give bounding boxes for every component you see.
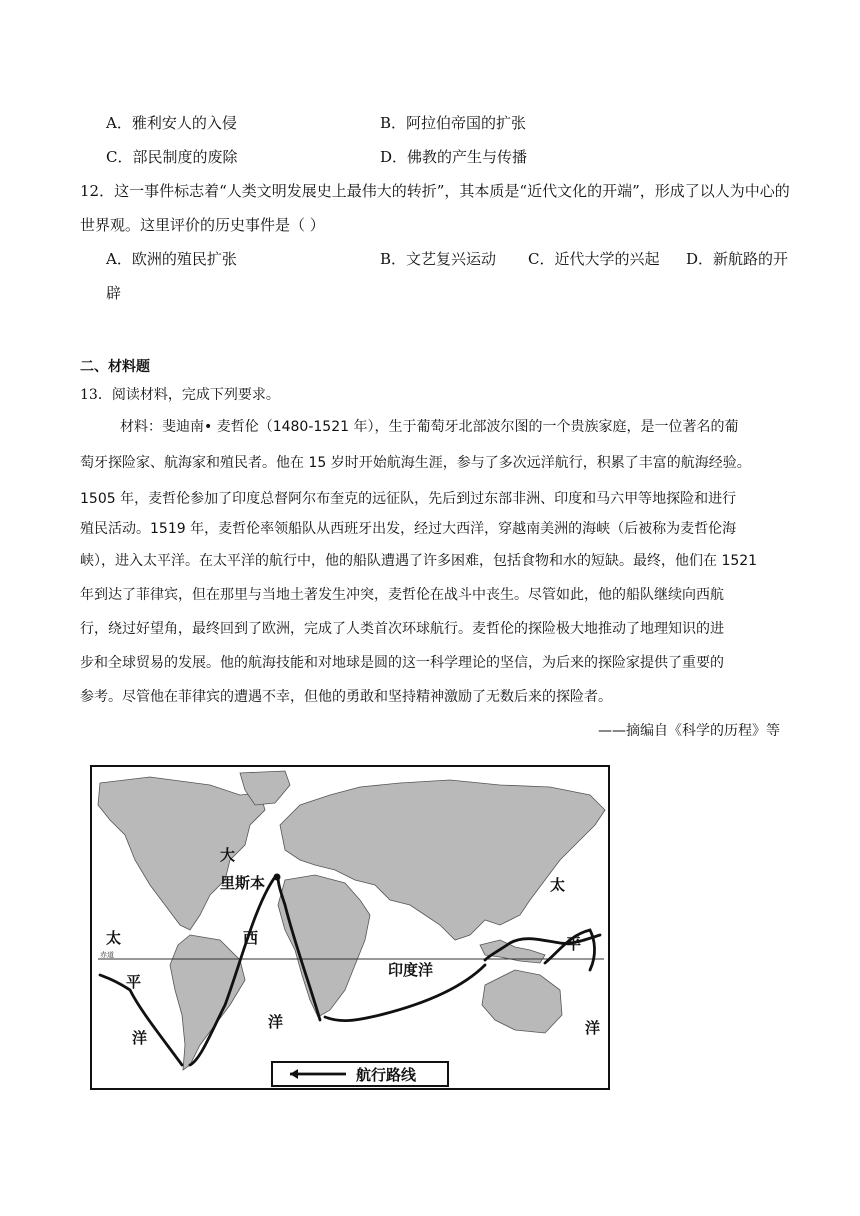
q11-option-c: C．部民制度的废除 xyxy=(106,148,238,166)
label-atlantic-da: 大 xyxy=(220,846,236,864)
equator-label: 赤道 xyxy=(100,951,114,959)
q12-option-d-cont: 辟 xyxy=(106,284,122,302)
label-indian-ocean: 印度洋 xyxy=(388,961,434,979)
q11-option-b: B．阿拉伯帝国的扩张 xyxy=(380,114,527,132)
q12-option-d: D．新航路的开 xyxy=(686,250,789,268)
q12-stem-line1: 12．这一事件标志着“人类文明发展史上最伟大的转折”，其本质是“近代文化的开端”，形成了以人为中心的 xyxy=(80,182,790,200)
material-line-4: 殖民活动。1519 年，麦哲伦率领船队从西班牙出发，经过大西洋，穿越南美洲的海峡（后被称为麦哲伦海 xyxy=(80,521,737,537)
legend-label: 航行路线 xyxy=(356,1066,417,1084)
label-pacific-yang-left: 洋 xyxy=(132,1029,148,1047)
q11-option-d: D．佛教的产生与传播 xyxy=(380,148,528,166)
material-line-5: 峡），进入太平洋。在太平洋的航行中，他的船队遭遇了许多困难，包括食物和水的短缺。最终，他们在 1521 xyxy=(80,553,758,569)
label-lisbon: 里斯本 xyxy=(220,874,266,892)
section-title: 二、材料题 xyxy=(80,359,150,375)
material-line-2: 萄牙探险家、航海家和殖民者。他在 15 岁时开始航海生涯，参与了多次远洋航行，积累了丰富的航海经验。 xyxy=(80,455,751,471)
q12-stem-line2: 世界观。这里评价的历史事件是（ ） xyxy=(80,216,325,234)
material-line-1: 材料：斐迪南• 麦哲伦（1480-1521 年），生于葡萄牙北部波尔图的一个贵族家庭，是一位著名的葡 xyxy=(120,419,739,435)
material-line-7: 行，绕过好望角，最终回到了欧洲，完成了人类首次环球航行。麦哲伦的探险极大地推动了地理知识的进 xyxy=(80,621,724,637)
material-line-8: 步和全球贸易的发展。他的航海技能和对地球是圆的这一科学理论的坚信，为后来的探险家提供了重要的 xyxy=(80,655,724,671)
material-source: ——摘编自《科学的历程》等 xyxy=(598,723,780,739)
label-atlantic-xi: 西 xyxy=(243,929,259,947)
lisbon-dot xyxy=(274,874,281,881)
label-pacific-yang-right: 洋 xyxy=(585,1019,601,1037)
q13-stem: 13．阅读材料，完成下列要求。 xyxy=(80,387,280,403)
label-pacific-ping-left: 平 xyxy=(126,973,142,991)
q12-option-b: B．文艺复兴运动 xyxy=(380,250,497,268)
q11-option-a: A．雅利安人的入侵 xyxy=(106,114,237,132)
material-line-9: 参考。尽管他在菲律宾的遭遇不幸，但他的勇敢和坚持精神激励了无数后来的探险者。 xyxy=(80,689,612,705)
route-legend xyxy=(272,1062,448,1086)
q12-option-a: A．欧洲的殖民扩张 xyxy=(106,250,237,268)
label-pacific-tai-left: 太 xyxy=(106,929,122,947)
label-atlantic-yang: 洋 xyxy=(268,1013,284,1031)
label-pacific-tai-right: 太 xyxy=(550,876,566,894)
label-pacific-ping-right: 平 xyxy=(566,935,582,953)
material-line-6: 年到达了菲律宾，但在那里与当地土著发生冲突，麦哲伦在战斗中丧生。尽管如此，他的船队继续向西航 xyxy=(80,587,724,603)
material-line-3: 1505 年，麦哲伦参加了印度总督阿尔布奎克的远征队，先后到过东部非洲、印度和马六甲等地探险和进行 xyxy=(80,491,737,507)
world-map-route xyxy=(90,765,610,1090)
q12-option-c: C．近代大学的兴起 xyxy=(528,250,660,268)
